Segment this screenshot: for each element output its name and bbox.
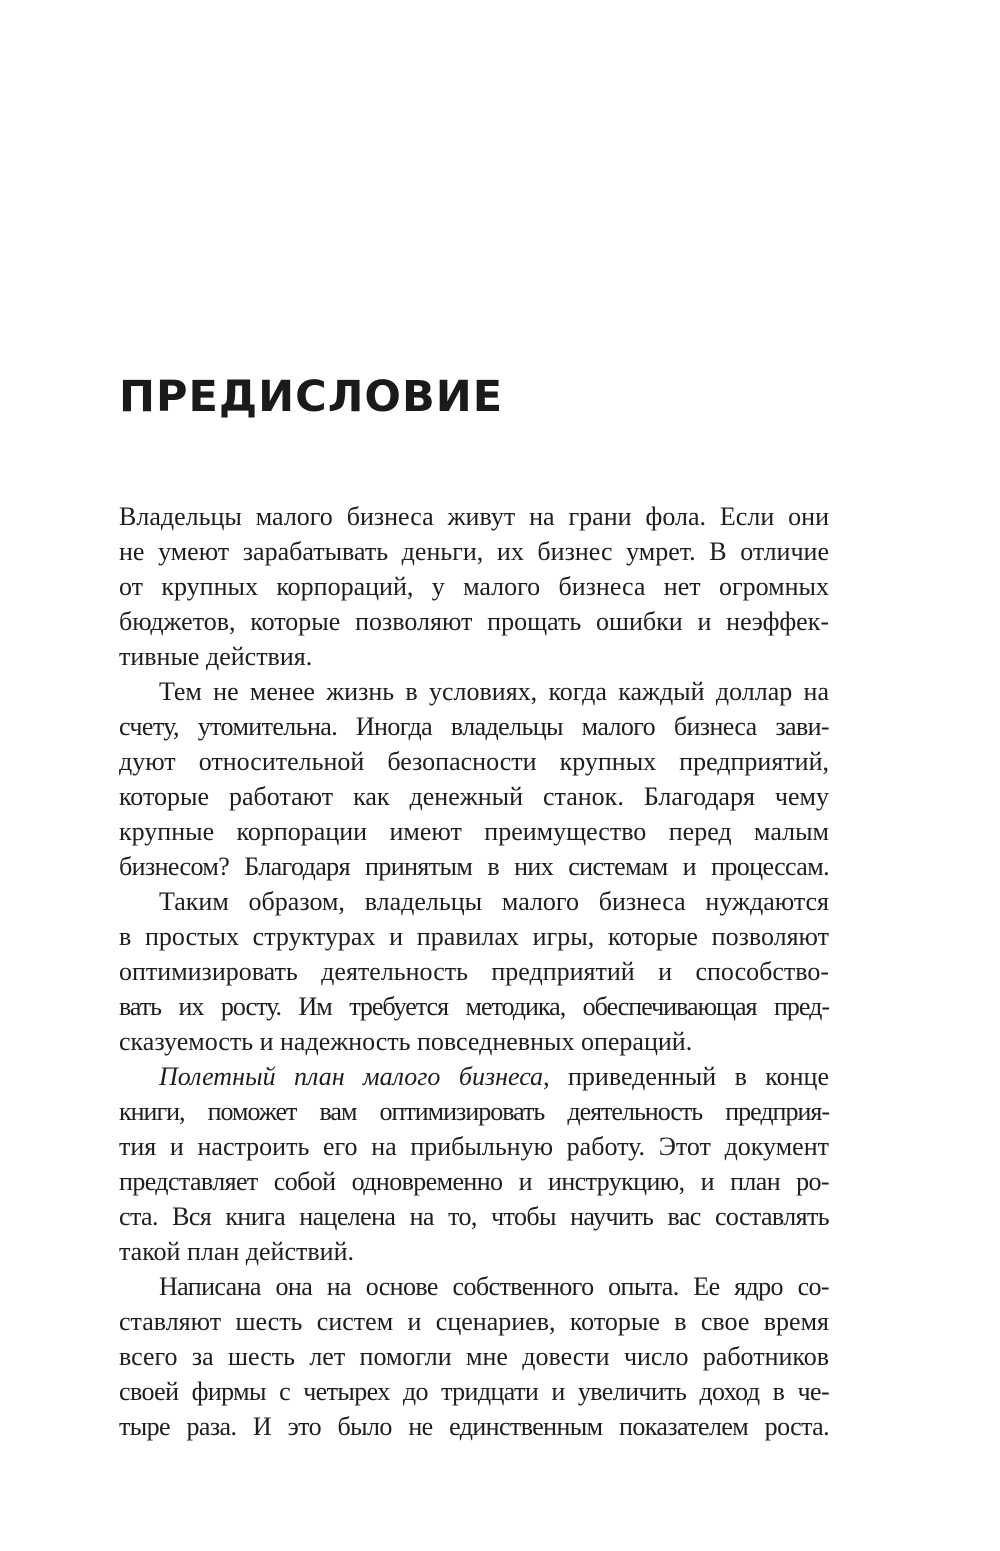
- text-line: Владельцы малого бизнеса живут на грани фола. Если они: [119, 502, 829, 531]
- chapter-heading: ПРЕДИСЛОВИЕ: [119, 372, 504, 422]
- text-line: дуют относительной безопасности крупных предприятий,: [119, 747, 829, 776]
- text-line: Таким образом, владельцы малого бизнеса нуждаются: [159, 887, 829, 916]
- text-line: [159, 1060, 829, 1094]
- text-line: оптимизировать деятельность предприятий и способство-: [119, 957, 829, 986]
- text-line: счету, утомительна. Иногда владельцы малого бизнеса зави-: [119, 712, 829, 741]
- text-line: тивные действия.: [119, 642, 313, 671]
- text-line: своей фирмы с четырех до тридцати и увеличить доход в че-: [119, 1377, 829, 1406]
- text-line: тия и настроить его на прибыльную работу. Этот документ: [119, 1132, 829, 1161]
- text-line: крупные корпорации имеют преимущество перед малым: [119, 817, 829, 846]
- text-line: Тем не менее жизнь в условиях, когда каждый доллар на: [159, 677, 829, 706]
- text-line: тыре раза. И это было не единственным показателем роста.: [119, 1412, 829, 1441]
- text-line: бюджетов, которые позволяют прощать ошибки и неэффек-: [119, 607, 829, 636]
- text-line: представляет собой одновременно и инструкцию, и план ро-: [119, 1167, 829, 1196]
- text-line: всего за шесть лет помогли мне довести число работников: [119, 1342, 829, 1371]
- text-line: ставляют шесть систем и сценариев, которые в свое время: [119, 1307, 829, 1336]
- text-line: бизнесом? Благодаря принятым в них системам и процессам.: [119, 852, 829, 881]
- text-line: не умеют зарабатывать деньги, их бизнес умрет. В отличие: [119, 537, 829, 566]
- text-line: вать их росту. Им требуется методика, обеспечивающая пред-: [119, 992, 829, 1021]
- text-line: сказуемость и надежность повседневных операций.: [119, 1027, 693, 1056]
- text-line: такой план действий.: [119, 1237, 354, 1266]
- text-line: ста. Вся книга нацелена на то, чтобы научить вас составлять: [119, 1202, 829, 1231]
- book-title-italic: Полетный план малого бизнеса: [159, 1062, 544, 1091]
- text-line: которые работают как денежный станок. Благодаря чему: [119, 782, 829, 811]
- text-line: от крупных корпораций, у малого бизнеса нет огромных: [119, 572, 829, 601]
- text-line: в простых структурах и правилах игры, которые позволяют: [119, 922, 829, 951]
- text-line: Написана она на основе собственного опыта. Ее ядро со-: [159, 1272, 829, 1301]
- text-line: книги, поможет вам оптимизировать деятельность предприя-: [119, 1097, 829, 1126]
- text-fragment: , приведенный в конце: [543, 1062, 829, 1091]
